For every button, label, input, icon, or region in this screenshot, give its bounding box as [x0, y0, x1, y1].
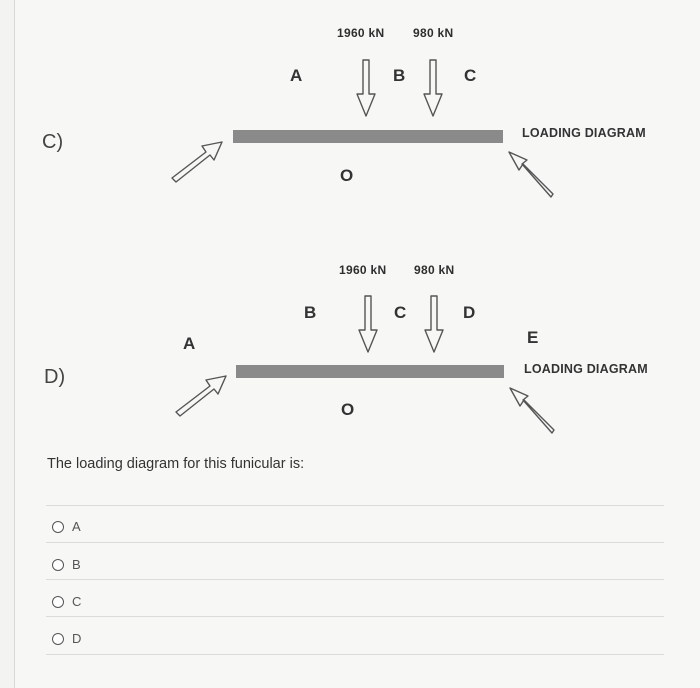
force-label-1960-c: 1960 kN	[337, 26, 385, 40]
segment-label-b-d: B	[304, 303, 317, 322]
pole-label-c: O	[340, 166, 354, 185]
option-c[interactable]	[52, 594, 81, 609]
down-arrow-icon	[355, 58, 377, 118]
beam-c	[233, 130, 503, 143]
reaction-arrow-up-left-icon	[506, 384, 558, 436]
radio-button[interactable]	[52, 559, 64, 571]
down-arrow-icon	[423, 294, 445, 354]
loading-diagram-label-c: LOADING DIAGRAM	[522, 126, 646, 140]
radio-button[interactable]	[52, 521, 64, 533]
part-label-c: C)	[42, 131, 64, 153]
down-arrow-icon	[422, 58, 444, 118]
segment-label-b-c: B	[393, 66, 406, 85]
divider	[46, 654, 664, 655]
down-arrow-icon	[357, 294, 379, 354]
divider	[46, 616, 664, 617]
radio-button[interactable]	[52, 633, 64, 645]
option-b[interactable]	[52, 557, 81, 572]
divider	[46, 505, 664, 506]
segment-label-d-d: D	[463, 303, 476, 322]
segment-label-a-d: A	[183, 334, 196, 353]
option-label: B	[72, 557, 81, 572]
reaction-arrow-up-right-icon	[172, 372, 232, 422]
divider	[46, 579, 664, 580]
segment-label-c-c: C	[464, 66, 477, 85]
reaction-arrow-up-left-icon	[505, 148, 557, 200]
option-a[interactable]	[52, 519, 81, 534]
segment-label-e-d: E	[527, 328, 539, 347]
loading-diagram-label-d: LOADING DIAGRAM	[524, 362, 648, 376]
divider	[46, 542, 664, 543]
force-label-980-d: 980 kN	[414, 263, 455, 277]
radio-button[interactable]	[52, 596, 64, 608]
option-d[interactable]	[52, 631, 81, 646]
force-label-980-c: 980 kN	[413, 26, 454, 40]
reaction-arrow-up-right-icon	[168, 138, 228, 188]
option-label: A	[72, 519, 81, 534]
beam-d	[236, 365, 504, 378]
segment-label-c-d: C	[394, 303, 407, 322]
force-label-1960-d: 1960 kN	[339, 263, 387, 277]
option-label: D	[72, 631, 82, 646]
question-text: The loading diagram for this funicular is:	[47, 456, 305, 472]
option-label: C	[72, 594, 82, 609]
part-label-d: D)	[44, 366, 66, 388]
pole-label-d: O	[341, 400, 355, 419]
segment-label-a-c: A	[290, 66, 303, 85]
